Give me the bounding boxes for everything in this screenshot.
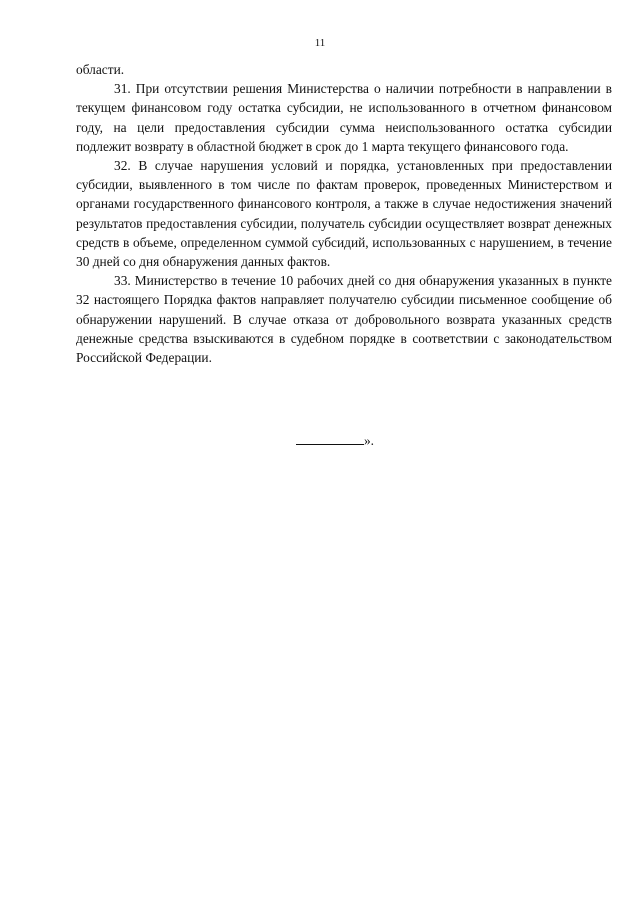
paragraph-continuation: области. <box>76 62 125 77</box>
document-body <box>76 60 612 367</box>
paragraph-33: 33. Министерство в течение 10 рабочих дней со дня обнаружения указанных в пункте 32 настоящего Порядка фактов направляет получателю субсидии письменное сообщение об обнаружении нарушений. В случае отказа от добровольного возврата указанных средств денежные средства взыскиваются в судебном порядке в соответствии с законодательством Российской Федерации. <box>76 273 612 366</box>
page-number: 11 <box>314 37 326 49</box>
document-ending <box>0 430 640 450</box>
closing-quote-mark: ». <box>363 433 375 448</box>
paragraph-32: 32. В случае нарушения условий и порядка, установленных при предоставлении субсидии, выявленного в том числе по фактам проверок, проведенных Министерством и органами государственного финансового контроля, а также в случае недостижения значений результатов предоставления субсидии, получатель субсидии осуществляет возврат денежных средств в объеме, определенном суммой субсидий, использованных с нарушением, в течение 30 дней со дня обнаружения данных фактов. <box>76 158 612 270</box>
paragraph-31: 31. При отсутствии решения Министерства о наличии потребности в направлении в текущем финансовом году остатка субсидии, не использованного в отчетном финансовом году, на цели предоставления субсидии сумма неиспользованного остатка субсидии подлежит возврату в областной бюджет в срок до 1 марта текущего финансового года. <box>76 81 612 154</box>
closing-underline <box>296 430 364 445</box>
